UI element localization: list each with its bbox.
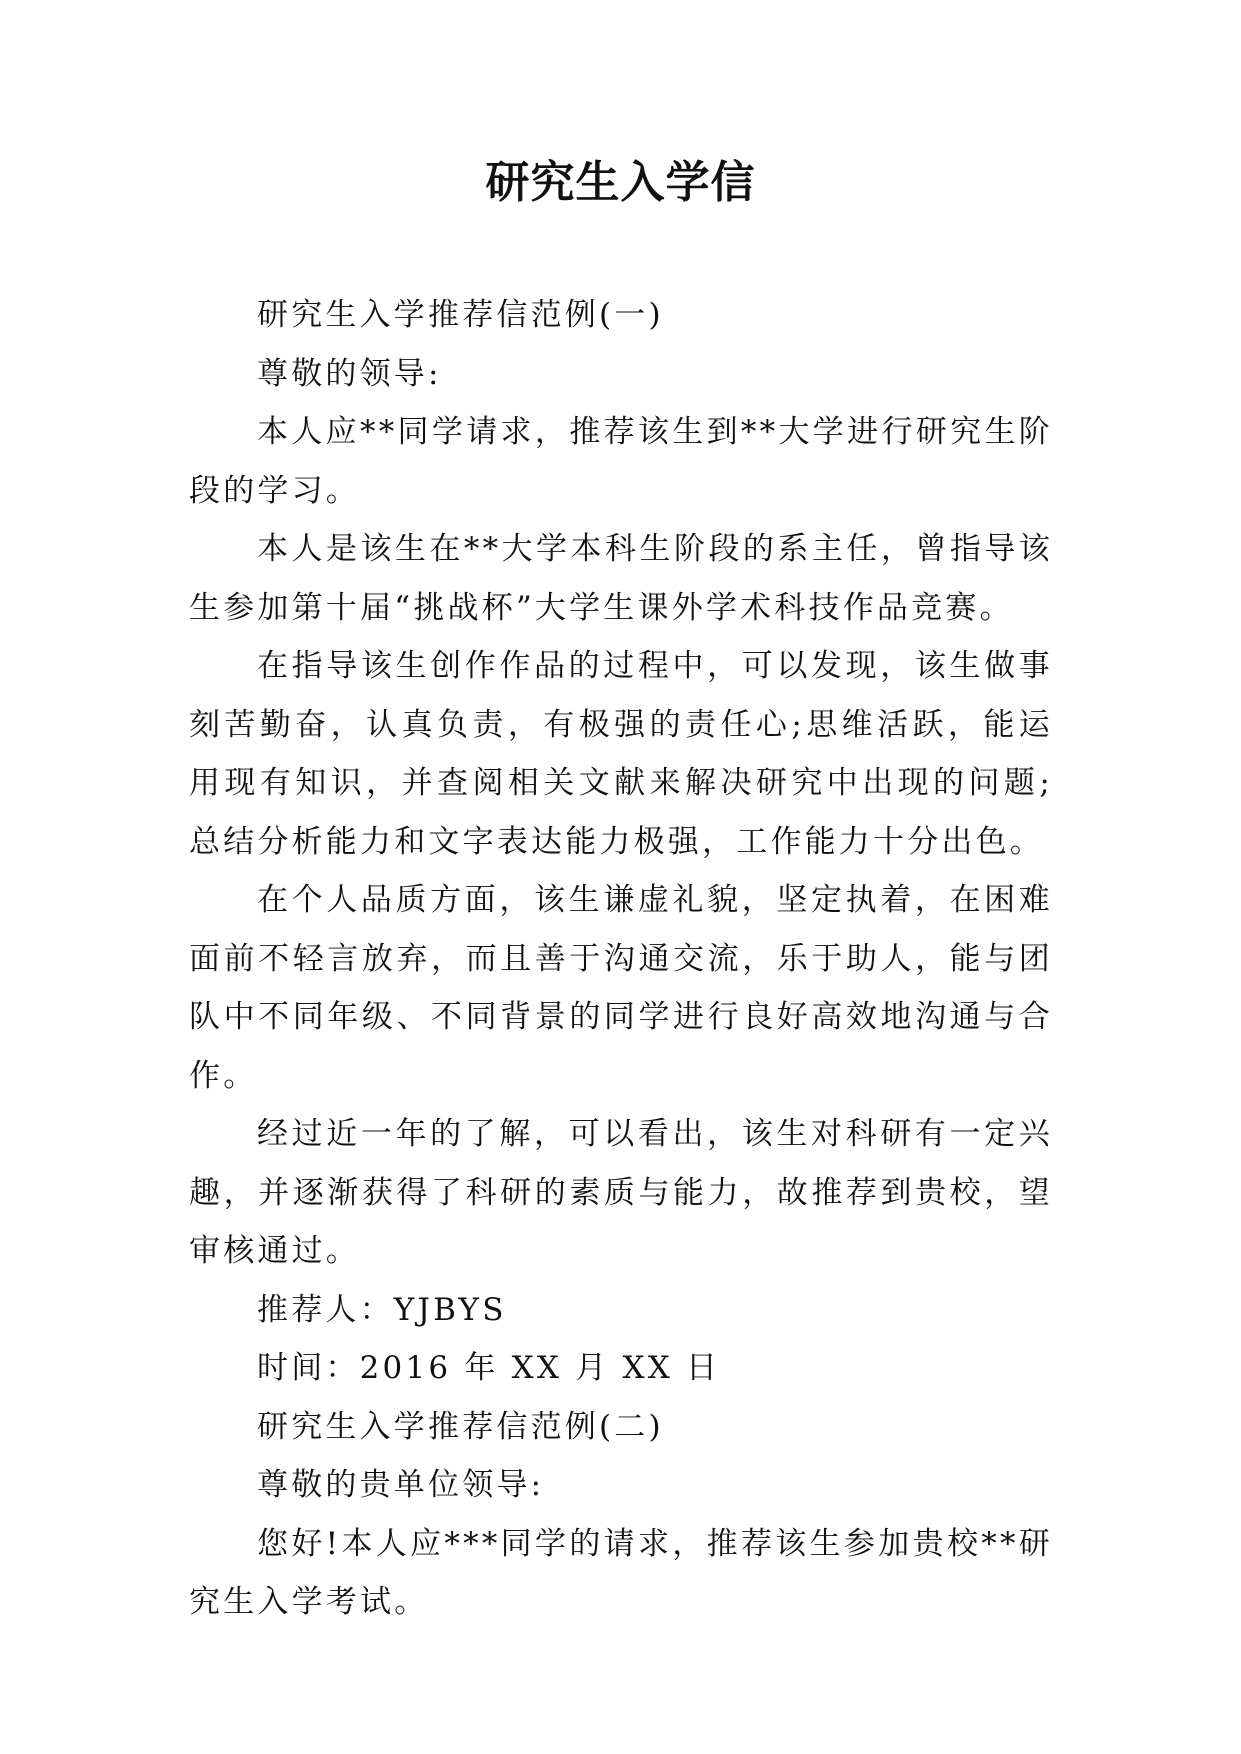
body-paragraph: 在指导该生创作作品的过程中，可以发现，该生做事刻苦勤奋，认真负责，有极强的责任心;思维活跃，能运用现有知识，并查阅相关文献来解决研究中出现的问题;总结分析能力和文字表达能力极强，工作能力十分出色。 xyxy=(189,648,1053,860)
body-paragraph: 经过近一年的了解，可以看出，该生对科研有一定兴趣，并逐渐获得了科研的素质与能力，故推荐到贵校，望审核通过。 xyxy=(189,1116,1053,1269)
salutation: 尊敬的领导: xyxy=(257,355,442,392)
body-paragraph: 在个人品质方面，该生谦虚礼貌，坚定执着，在困难面前不轻言放弃，而且善于沟通交流，乐于助人，能与团队中不同年级、不同背景的同学进行良好高效地沟通与合作。 xyxy=(189,882,1053,1094)
salutation: 尊敬的贵单位领导: xyxy=(257,1467,545,1503)
date-line: 时间：2016 年 XX 月 XX 日 xyxy=(257,1350,721,1386)
section-heading-example-1: 研究生入学推荐信范例(一) xyxy=(257,297,664,333)
recommender-line: 推荐人：YJBYS xyxy=(257,1291,507,1328)
section-heading-example-2: 研究生入学推荐信范例(二) xyxy=(257,1408,664,1445)
body-paragraph: 您好!本人应***同学的请求，推荐该生参加贵校**研究生入学考试。 xyxy=(189,1525,1053,1620)
body-paragraph: 本人应**同学请求，推荐该生到**大学进行研究生阶段的学习。 xyxy=(189,414,1053,509)
body-paragraph: 本人是该生在**大学本科生阶段的系主任，曾指导该生参加第十届“挑战杯”大学生课外学术科技作品竞赛。 xyxy=(189,531,1053,626)
page-title: 研究生入学信 xyxy=(485,157,756,208)
document-body xyxy=(189,286,1053,1632)
